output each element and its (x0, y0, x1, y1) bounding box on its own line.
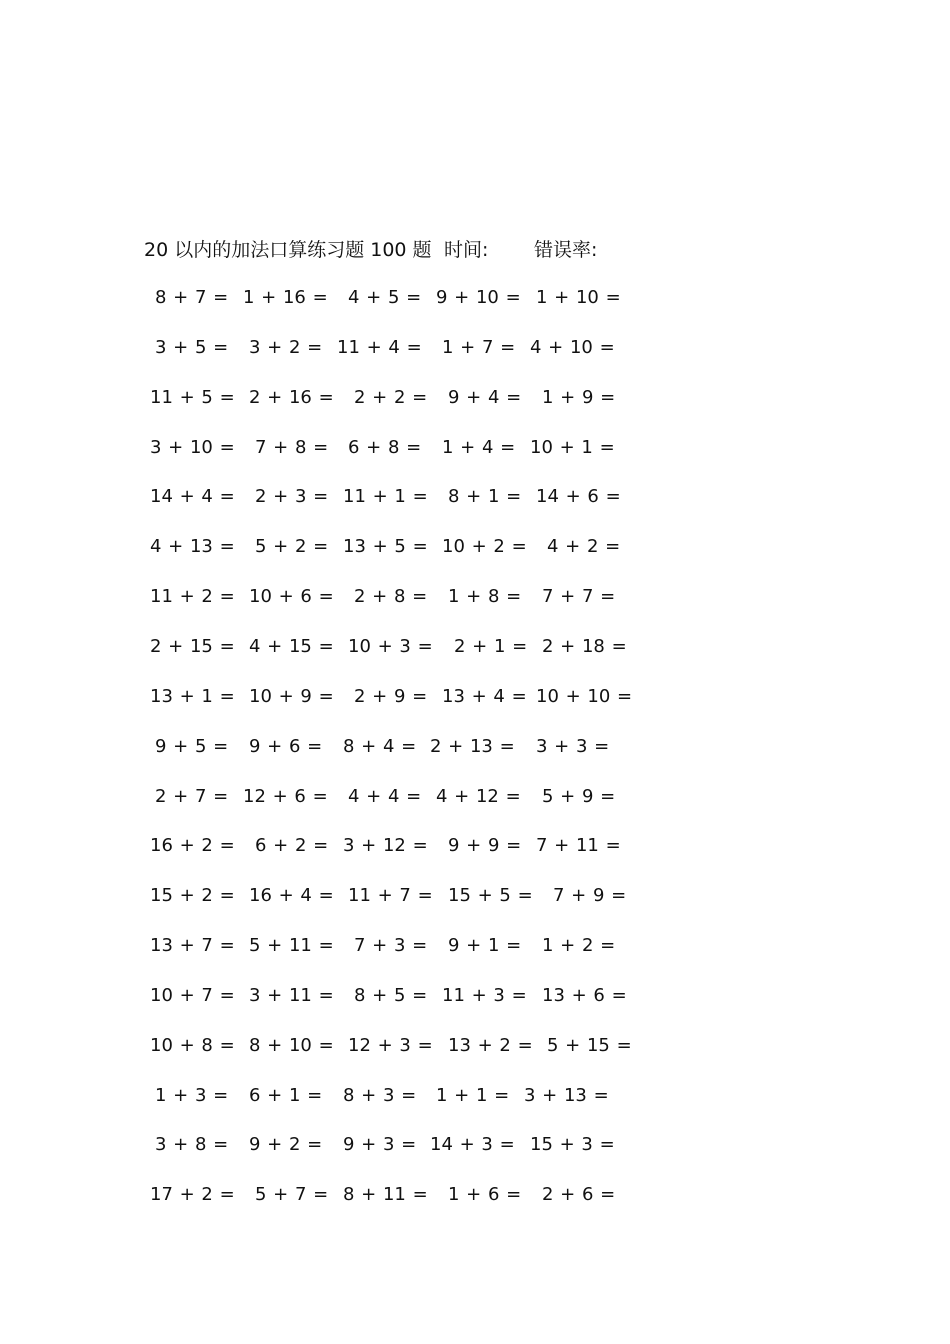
problem-item: 10 + 2 = (442, 536, 527, 558)
problem-item: 2 + 2 = (354, 386, 428, 408)
problem-item: 10 + 9 = (249, 685, 334, 707)
problem-item: 13 + 2 = (448, 1034, 533, 1056)
problem-item: 1 + 6 = (448, 1184, 522, 1206)
problem-item: 8 + 7 = (155, 287, 229, 308)
problem-item: 10 + 10 = (536, 685, 633, 707)
problem-item: 15 + 2 = (150, 885, 235, 907)
problem-item: 11 + 1 = (343, 486, 428, 508)
problem-item: 4 + 2 = (547, 536, 621, 558)
problem-item: 15 + 3 = (530, 1134, 615, 1156)
problem-item: 5 + 11 = (249, 935, 334, 957)
problem-item: 3 + 2 = (249, 336, 323, 358)
problem-item: 3 + 12 = (343, 835, 428, 857)
problem-item: 4 + 5 = (348, 287, 422, 308)
problem-item: 6 + 8 = (348, 436, 422, 458)
problem-item: 5 + 2 = (255, 536, 329, 558)
problem-item: 13 + 6 = (542, 984, 627, 1006)
problem-item: 8 + 1 = (448, 486, 522, 508)
time-label: 时间: (444, 239, 489, 261)
problem-item: 3 + 3 = (536, 735, 610, 757)
problem-item: 2 + 1 = (454, 635, 528, 657)
problem-item: 14 + 4 = (150, 486, 235, 508)
problem-item: 9 + 10 = (436, 287, 521, 308)
problem-item: 3 + 13 = (524, 1084, 609, 1106)
problem-item: 8 + 4 = (343, 735, 417, 757)
problem-item: 13 + 7 = (150, 935, 235, 957)
problem-item: 2 + 3 = (255, 486, 329, 508)
problem-item: 4 + 12 = (436, 785, 521, 807)
problem-item: 2 + 13 = (430, 735, 515, 757)
problem-item: 3 + 10 = (150, 436, 235, 458)
problem-item: 11 + 7 = (348, 885, 433, 907)
error-rate-label: 错误率: (534, 239, 598, 261)
problem-item: 1 + 10 = (536, 287, 621, 308)
problem-item: 10 + 7 = (150, 984, 235, 1006)
problem-item: 13 + 1 = (150, 685, 235, 707)
problem-item: 13 + 4 = (442, 685, 527, 707)
problem-item: 16 + 2 = (150, 835, 235, 857)
problem-item: 11 + 3 = (442, 984, 527, 1006)
problem-item: 16 + 4 = (249, 885, 334, 907)
problem-item: 9 + 3 = (343, 1134, 417, 1156)
problem-item: 10 + 3 = (348, 635, 433, 657)
problem-item: 4 + 13 = (150, 536, 235, 558)
problem-item: 7 + 8 = (255, 436, 329, 458)
problem-item: 7 + 7 = (542, 586, 616, 608)
problem-item: 1 + 9 = (542, 386, 616, 408)
problem-item: 8 + 11 = (343, 1184, 428, 1206)
problem-item: 2 + 9 = (354, 685, 428, 707)
problem-item: 12 + 3 = (348, 1034, 433, 1056)
problem-item: 10 + 8 = (150, 1034, 235, 1056)
problem-item: 5 + 9 = (542, 785, 616, 807)
problem-item: 3 + 11 = (249, 984, 334, 1006)
problem-item: 5 + 7 = (255, 1184, 329, 1206)
problem-item: 17 + 2 = (150, 1184, 235, 1206)
problem-item: 1 + 1 = (436, 1084, 510, 1106)
problem-item: 3 + 5 = (155, 336, 229, 358)
problem-item: 6 + 1 = (249, 1084, 323, 1106)
problem-item: 2 + 15 = (150, 635, 235, 657)
problem-item: 9 + 6 = (249, 735, 323, 757)
problem-item: 1 + 2 = (542, 935, 616, 957)
problem-item: 14 + 3 = (430, 1134, 515, 1156)
problem-item: 1 + 7 = (442, 336, 516, 358)
problem-item: 7 + 11 = (536, 835, 621, 857)
problem-item: 9 + 4 = (448, 386, 522, 408)
problem-item: 9 + 5 = (155, 735, 229, 757)
problem-item: 2 + 16 = (249, 386, 334, 408)
problem-item: 2 + 6 = (542, 1184, 616, 1206)
problem-item: 15 + 5 = (448, 885, 533, 907)
problem-item: 2 + 7 = (155, 785, 229, 807)
problem-item: 2 + 18 = (542, 635, 627, 657)
problem-item: 9 + 9 = (448, 835, 522, 857)
problem-item: 12 + 6 = (243, 785, 328, 807)
problem-item: 2 + 8 = (354, 586, 428, 608)
problem-item: 1 + 16 = (243, 287, 328, 308)
problem-item: 5 + 15 = (547, 1034, 632, 1056)
problem-item: 4 + 10 = (530, 336, 615, 358)
problem-item: 14 + 6 = (536, 486, 621, 508)
problem-item: 8 + 10 = (249, 1034, 334, 1056)
problem-item: 11 + 5 = (150, 386, 235, 408)
problem-item: 1 + 3 = (155, 1084, 229, 1106)
problem-item: 4 + 4 = (348, 785, 422, 807)
problem-item: 7 + 9 = (553, 885, 627, 907)
problem-item: 13 + 5 = (343, 536, 428, 558)
problem-item: 1 + 8 = (448, 586, 522, 608)
problem-item: 10 + 1 = (530, 436, 615, 458)
problem-item: 6 + 2 = (255, 835, 329, 857)
problem-item: 9 + 2 = (249, 1134, 323, 1156)
problem-item: 4 + 15 = (249, 635, 334, 657)
problem-item: 11 + 4 = (337, 336, 422, 358)
problem-item: 1 + 4 = (442, 436, 516, 458)
problem-item: 8 + 5 = (354, 984, 428, 1006)
problem-item: 11 + 2 = (150, 586, 235, 608)
problem-item: 7 + 3 = (354, 935, 428, 957)
problem-item: 8 + 3 = (343, 1084, 417, 1106)
problem-item: 3 + 8 = (155, 1134, 229, 1156)
problem-item: 9 + 1 = (448, 935, 522, 957)
problem-item: 10 + 6 = (249, 586, 334, 608)
worksheet-title: 20 以内的加法口算练习题 100 题 (144, 239, 432, 261)
